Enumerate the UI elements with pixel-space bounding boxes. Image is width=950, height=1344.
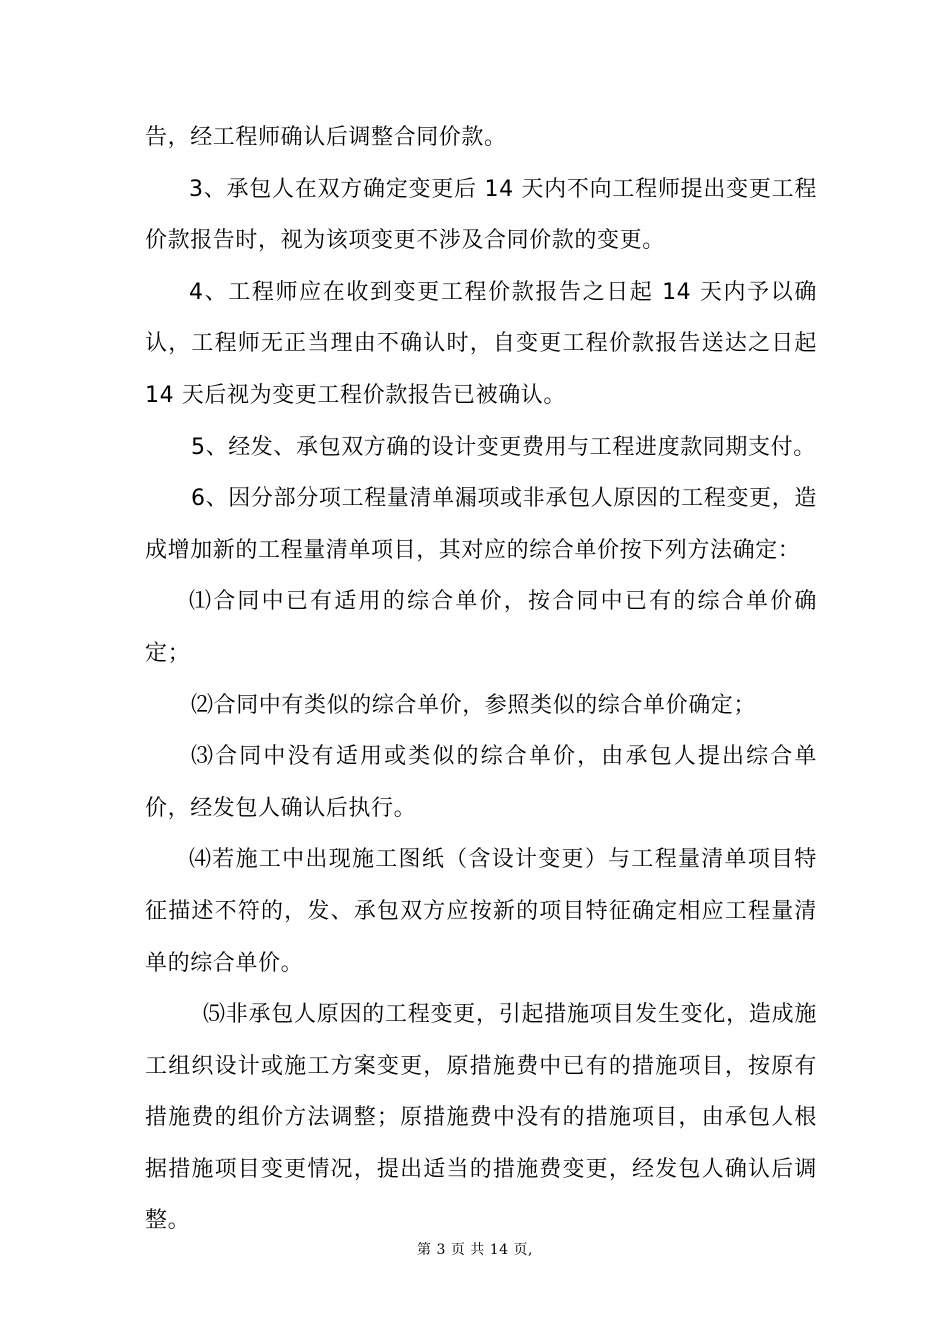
page-footer: 第 3 页 共 14 页, <box>417 1242 533 1258</box>
paragraph-subitem-5: ⑸非承包人原因的工程变更，引起措施项目发生变化，造成施工组织设计或施工方案变更，原措施费中已有的措施项目，按原有措施费的组价方法调整；原措施费中没有的措施项目，由承包人根据措施项目变更情况，提出适当的措施费变更，经发包人确认后调整。 <box>145 1002 817 1234</box>
paragraph-item-3: 3、承包人在双方确定变更后 14 天内不向工程师提出变更工程价款报告时，视为该项变更不涉及合同价款的变更。 <box>145 176 817 254</box>
paragraph-continuation: 告，经工程师确认后调整合同价款。 <box>145 125 507 150</box>
paragraph-subitem-2: ⑵合同中有类似的综合单价，参照类似的综合单价确定； <box>191 692 757 718</box>
paragraph-item-5: 5、经发、承包双方确的设计变更费用与工程进度款同期支付。 <box>191 434 816 460</box>
paragraph-item-4: 4、工程师应在收到变更工程价款报告之日起 14 天内予以确认，工程师无正当理由不确认时，自变更工程价款报告送达之日起 14 天后视为变更工程价款报告已被确认。 <box>145 279 817 408</box>
document-body <box>145 112 817 1247</box>
paragraph-item-6: 6、因分部分项工程量清单漏项或非承包人原因的工程变更，造成增加新的工程量清单项目，其对应的综合单价按下列方法确定： <box>145 486 817 563</box>
paragraph-subitem-1: ⑴合同中已有适用的综合单价，按合同中已有的综合单价确定； <box>145 589 817 666</box>
paragraph-subitem-3: ⑶合同中没有适用或类似的综合单价，由承包人提出综合单价，经发包人确认后执行。 <box>145 744 817 821</box>
paragraph-subitem-4: ⑷若施工中出现施工图纸（含设计变更）与工程量清单项目特征描述不符的，发、承包双方应按新的项目特征确定相应工程量清单的综合单价。 <box>145 847 817 976</box>
